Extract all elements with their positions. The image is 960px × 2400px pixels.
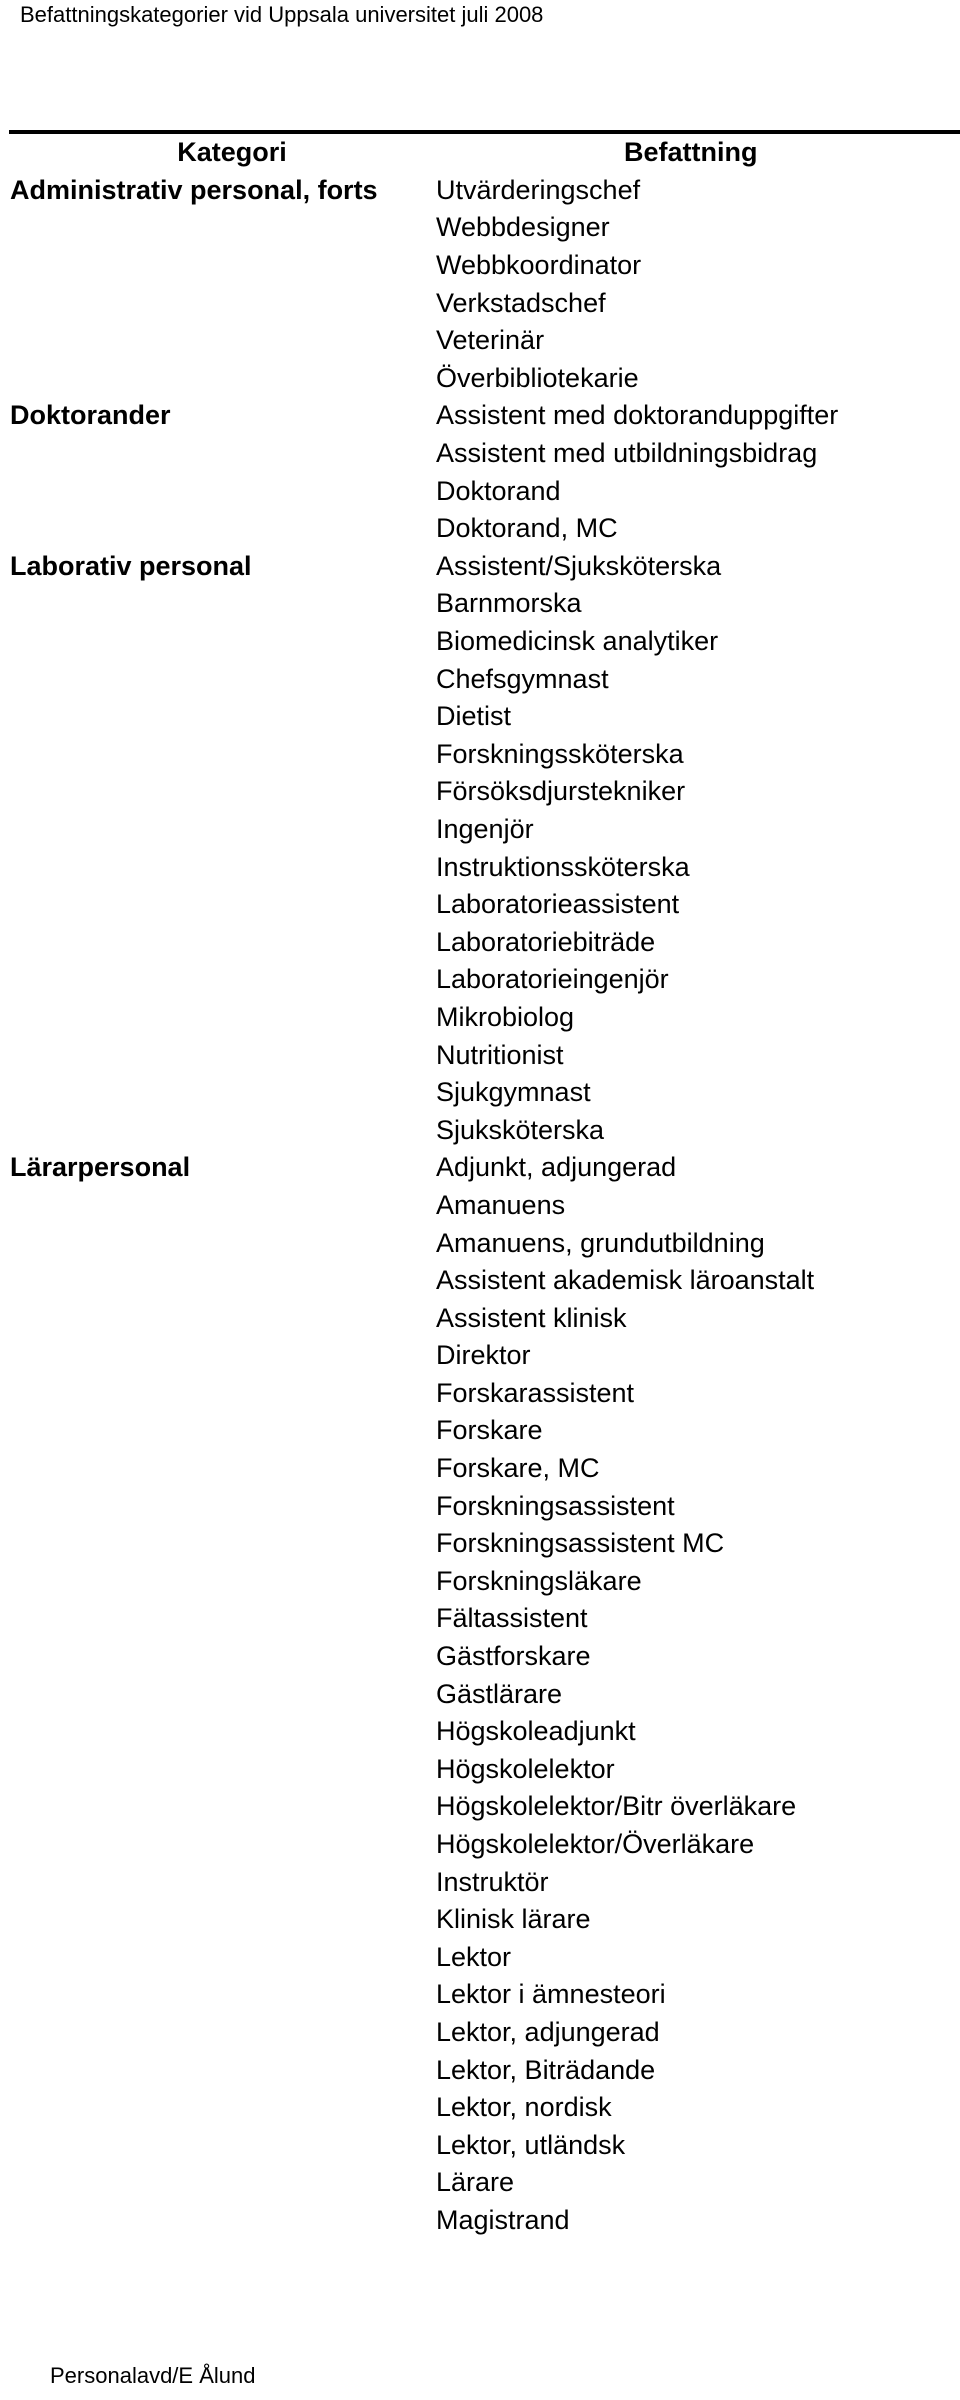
position-cell: Utvärderingschef xyxy=(436,174,641,205)
position-cell: Klinisk lärare xyxy=(436,1904,591,1935)
position-cell: Forskningssköterska xyxy=(436,738,684,769)
position-cell: Forskningsassistent xyxy=(436,1490,675,1521)
table-row xyxy=(0,623,960,661)
position-cell: Assistent med utbildningsbidrag xyxy=(436,438,818,469)
position-cell: Fältassistent xyxy=(436,1603,588,1634)
position-cell: Instruktionssköterska xyxy=(436,851,690,882)
category-cell: Lärarpersonal xyxy=(10,1152,191,1183)
position-cell: Gästforskare xyxy=(436,1641,591,1672)
position-cell: Doktorand, MC xyxy=(436,513,618,544)
table-row xyxy=(0,999,960,1037)
table-row xyxy=(0,209,960,247)
position-cell: Webbdesigner xyxy=(436,212,610,243)
position-cell: Sjukgymnast xyxy=(436,1077,591,1108)
table-row xyxy=(0,1149,960,1187)
table-row xyxy=(0,2089,960,2127)
position-cell: Laboratorieassistent xyxy=(436,889,680,920)
table-row xyxy=(0,435,960,473)
position-cell: Assistent med doktoranduppgifter xyxy=(436,400,839,431)
position-cell: Forskningsläkare xyxy=(436,1565,642,1596)
position-cell: Biomedicinsk analytiker xyxy=(436,626,719,657)
position-cell: Högskolelektor/Bitr överläkare xyxy=(436,1791,797,1822)
position-cell: Ingenjör xyxy=(436,813,534,844)
position-cell: Lektor, Biträdande xyxy=(436,2054,656,2085)
position-cell: Mikrobiolog xyxy=(436,1001,575,1032)
position-cell: Lektor, adjungerad xyxy=(436,2016,660,2047)
table-row xyxy=(0,1337,960,1375)
table-row xyxy=(0,247,960,285)
table-row xyxy=(0,811,960,849)
table-row xyxy=(0,548,960,586)
table-row xyxy=(0,736,960,774)
position-cell: Verkstadschef xyxy=(436,287,606,318)
table-body xyxy=(0,172,960,2240)
table-row xyxy=(0,322,960,360)
table-row xyxy=(0,886,960,924)
table-row xyxy=(0,848,960,886)
page-title: Befattningskategorier vid Uppsala universitet juli 2008 xyxy=(20,2,544,27)
position-cell: Lektor xyxy=(436,1941,512,1972)
table-row xyxy=(0,1939,960,1977)
table-row xyxy=(0,1751,960,1789)
table-row xyxy=(0,1638,960,1676)
position-table xyxy=(0,130,960,2239)
column-header-category: Kategori xyxy=(177,137,287,168)
position-cell: Högskolelektor/Överläkare xyxy=(436,1829,755,1860)
table-row xyxy=(0,2202,960,2240)
table-row xyxy=(0,2164,960,2202)
table-row xyxy=(0,2126,960,2164)
table-row xyxy=(0,397,960,435)
table-row xyxy=(0,360,960,398)
position-cell: Magistrand xyxy=(436,2204,570,2235)
category-cell: Doktorander xyxy=(10,400,171,431)
position-cell: Laboratoriebiträde xyxy=(436,926,656,957)
position-cell: Amanuens, grundutbildning xyxy=(436,1227,765,1258)
table-row xyxy=(0,1788,960,1826)
position-cell: Forskarassistent xyxy=(436,1377,635,1408)
position-cell: Dietist xyxy=(436,701,512,732)
position-cell: Lektor, nordisk xyxy=(436,2092,612,2123)
table-row xyxy=(0,773,960,811)
table-row xyxy=(0,1036,960,1074)
table-row xyxy=(0,1412,960,1450)
table-row xyxy=(0,1224,960,1262)
table-row xyxy=(0,1901,960,1939)
position-cell: Adjunkt, adjungerad xyxy=(436,1152,677,1183)
position-cell: Sjuksköterska xyxy=(436,1114,605,1145)
table-row xyxy=(0,1262,960,1300)
position-cell: Veterinär xyxy=(436,325,545,356)
category-cell: Laborativ personal xyxy=(10,550,252,581)
table-row xyxy=(0,1976,960,2014)
column-header-position: Befattning xyxy=(624,137,758,168)
position-cell: Assistent akademisk läroanstalt xyxy=(436,1265,815,1296)
table-row xyxy=(0,2051,960,2089)
table-row xyxy=(0,1525,960,1563)
table-row xyxy=(0,1450,960,1488)
position-cell: Försöksdjurstekniker xyxy=(436,776,686,807)
table-row xyxy=(0,923,960,961)
position-cell: Doktorand xyxy=(436,475,561,506)
table-row xyxy=(0,1863,960,1901)
position-cell: Lärare xyxy=(436,2167,515,2198)
table-row xyxy=(0,1074,960,1112)
position-cell: Assistent/Sjuksköterska xyxy=(436,550,722,581)
table-header-row xyxy=(0,134,960,172)
table-row xyxy=(0,2014,960,2052)
table-row xyxy=(0,698,960,736)
table-row xyxy=(0,284,960,322)
position-cell: Instruktör xyxy=(436,1866,549,1897)
position-cell: Barnmorska xyxy=(436,588,582,619)
table-row xyxy=(0,1826,960,1864)
position-cell: Högskolelektor xyxy=(436,1753,615,1784)
position-cell: Assistent klinisk xyxy=(436,1302,627,1333)
table-row xyxy=(0,172,960,210)
position-cell: Amanuens xyxy=(436,1189,566,1220)
table-row xyxy=(0,472,960,510)
table-row xyxy=(0,1375,960,1413)
position-cell: Webbkoordinator xyxy=(436,250,642,281)
page-footer: Personalavd/E Ålund xyxy=(50,2363,256,2388)
table-row xyxy=(0,660,960,698)
position-cell: Lektor i ämnesteori xyxy=(436,1979,666,2010)
position-cell: Chefsgymnast xyxy=(436,663,609,694)
table-row xyxy=(0,1187,960,1225)
position-cell: Högskoleadjunkt xyxy=(436,1716,636,1747)
position-cell: Forskare, MC xyxy=(436,1453,600,1484)
table-row xyxy=(0,1299,960,1337)
table-row xyxy=(0,1675,960,1713)
table-row xyxy=(0,510,960,548)
position-cell: Laboratorieingenjör xyxy=(436,964,669,995)
table-row xyxy=(0,961,960,999)
position-cell: Överbibliotekarie xyxy=(436,362,639,393)
position-cell: Gästlärare xyxy=(436,1678,563,1709)
table-row xyxy=(0,1600,960,1638)
table-row xyxy=(0,1111,960,1149)
position-cell: Nutritionist xyxy=(436,1039,564,1070)
table-row xyxy=(0,585,960,623)
table-row xyxy=(0,1713,960,1751)
category-cell: Administrativ personal, forts xyxy=(10,174,378,205)
table-row xyxy=(0,1563,960,1601)
position-cell: Forskningsassistent MC xyxy=(436,1528,725,1559)
position-cell: Lektor, utländsk xyxy=(436,2129,626,2160)
table-row xyxy=(0,1487,960,1525)
position-cell: Direktor xyxy=(436,1340,531,1371)
position-cell: Forskare xyxy=(436,1415,543,1446)
